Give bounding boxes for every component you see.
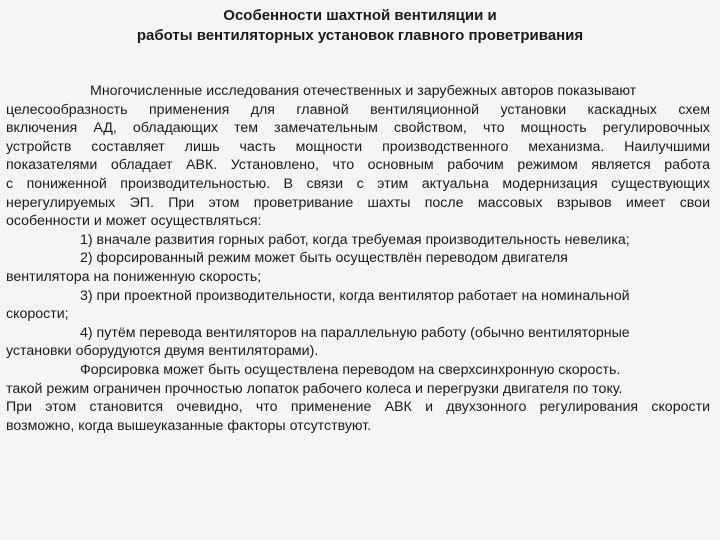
paragraph-line: устройств составляет лишь часть мощности производственного механизма. Наилучшими <box>6 138 710 155</box>
paragraph-line: возможно, когда вышеуказанные факторы отсутствуют. <box>6 417 372 434</box>
paragraph-line: особенности и может осуществляться: <box>6 213 262 230</box>
paragraph-line: Многочисленные исследования отечественных и зарубежных авторов показывают <box>90 83 637 99</box>
list-item: 1) вначале развития горных работ, когда требуемая производительность невелика; <box>80 231 630 248</box>
title-line-1: Особенности шахтной вентиляции и <box>223 7 497 24</box>
list-item-continuation: установки оборудуются двумя вентиляторами). <box>6 343 319 360</box>
title-line-2: работы вентиляторных установок главного проветривания <box>136 27 584 44</box>
list-item-continuation: вентилятора на пониженную скорость; <box>6 268 262 285</box>
page-title <box>0 6 720 46</box>
list-item: 4) путём перевода вентиляторов на параллельную работу (обычно вентиляторные <box>80 324 630 341</box>
paragraph-line: Форсировка может быть осуществлена переводом на сверхсинхронную скорость. <box>80 361 621 378</box>
paragraph-line: При этом становится очевидно, что применение АВК и двухзонного регулирования скорости <box>6 399 710 416</box>
paragraph-line: такой режим ограничен прочностью лопаток рабочего колеса и перегрузки двигателя по току. <box>6 380 623 397</box>
paragraph-line: нерегулируемых ЭП. При этом проветривание шахты после массовых взрывов имеет свои <box>6 194 710 211</box>
list-item: 2) форсированный режим может быть осуществлён переводом двигателя <box>80 250 568 267</box>
list-item: 3) при проектной производительности, когда вентилятор работает на номинальной <box>80 287 630 304</box>
body-text <box>6 82 710 435</box>
paragraph-line: показателями обладает АВК. Установлено, что основным рабочим режимом является работа <box>6 157 710 174</box>
paragraph-line: целесообразность применения для главной вентиляционной установки каскадных схем <box>6 101 710 118</box>
paragraph-line: с пониженной производительностью. В связи с этим актуальна модернизация существующих <box>6 175 710 192</box>
paragraph-line: включения АД, обладающих тем замечательным свойством, что мощность регулировочных <box>6 120 710 137</box>
list-item-continuation: скорости; <box>6 306 69 323</box>
